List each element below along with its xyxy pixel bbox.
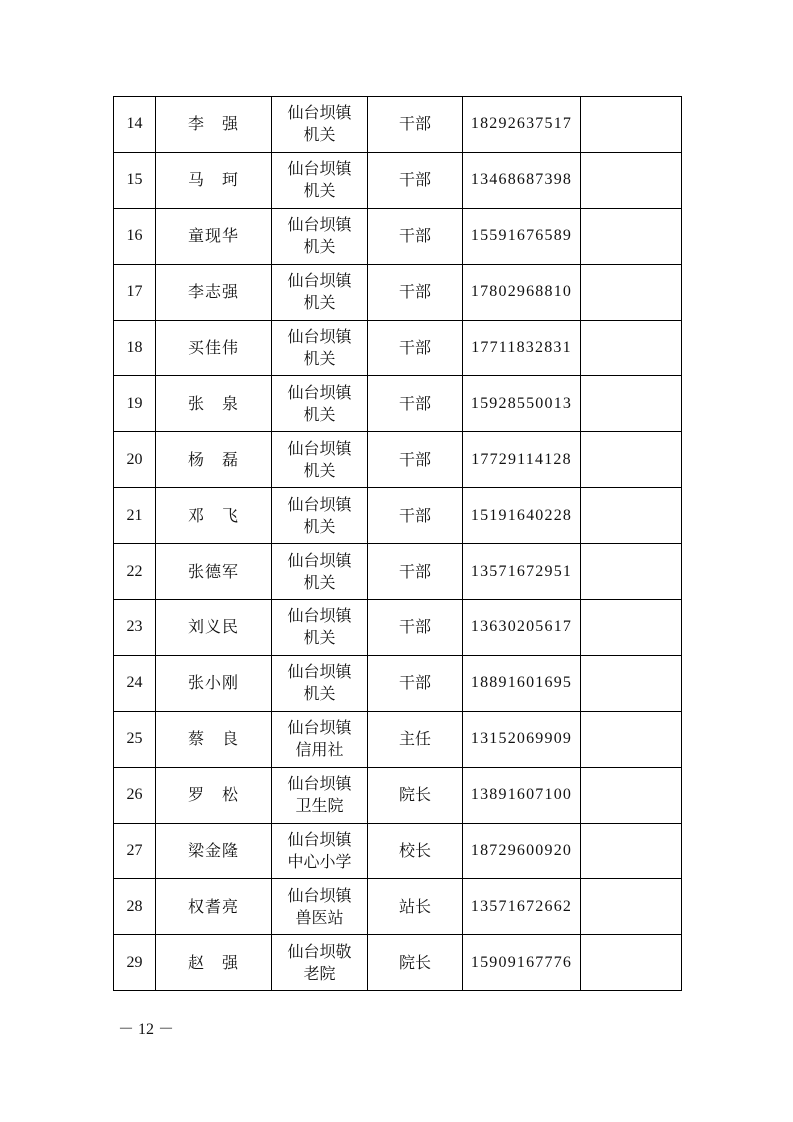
row-number-cell: 22 [114,544,156,600]
unit-line-2: 卫生院 [295,796,344,816]
unit-cell [272,152,368,208]
unit-cell [272,432,368,488]
unit-line-2: 机关 [303,181,336,201]
unit-cell [272,208,368,264]
row-number-cell: 14 [114,97,156,153]
note-cell [581,879,682,935]
position-cell: 干部 [368,655,463,711]
name-cell: 罗 松 [156,767,272,823]
note-cell [581,152,682,208]
note-cell [581,432,682,488]
unit-line-2: 兽医站 [295,907,344,927]
row-number-cell: 24 [114,655,156,711]
phone-cell: 13571672662 [463,879,581,935]
position-cell: 干部 [368,544,463,600]
unit-line-1: 仙台坝镇 [287,774,352,794]
phone-cell: 13891607100 [463,767,581,823]
unit-cell [272,711,368,767]
note-cell [581,600,682,656]
row-number-cell: 15 [114,152,156,208]
note-cell [581,767,682,823]
phone-cell: 15928550013 [463,376,581,432]
phone-cell: 13468687398 [463,152,581,208]
position-cell: 校长 [368,823,463,879]
unit-line-1: 仙台坝镇 [287,606,352,626]
unit-line-1: 仙台坝镇 [287,103,352,123]
row-number-cell: 27 [114,823,156,879]
unit-line-1: 仙台坝镇 [287,885,352,905]
note-cell [581,488,682,544]
unit-line-2: 机关 [303,349,336,368]
unit-cell [272,823,368,879]
unit-cell [272,935,368,991]
name-cell: 邓 飞 [156,488,272,544]
position-cell: 干部 [368,97,463,153]
unit-cell [272,655,368,711]
note-cell [581,97,682,153]
unit-line-2: 机关 [303,293,336,313]
unit-line-1: 仙台坝镇 [287,438,352,458]
unit-cell [272,320,368,376]
row-number-cell: 17 [114,264,156,320]
personnel-table [113,96,682,991]
unit-cell [272,376,368,432]
name-cell: 张 泉 [156,376,272,432]
phone-cell: 13152069909 [463,711,581,767]
note-cell [581,544,682,600]
unit-line-1: 仙台坝镇 [287,494,352,514]
unit-cell [272,488,368,544]
position-cell: 站长 [368,879,463,935]
name-cell: 马 珂 [156,152,272,208]
position-cell: 院长 [368,935,463,991]
unit-line-1: 仙台坝镇 [287,271,352,291]
row-number-cell: 19 [114,376,156,432]
position-cell: 干部 [368,264,463,320]
unit-cell [272,767,368,823]
name-cell: 李 强 [156,97,272,153]
table-row [114,711,682,767]
table-row [114,488,682,544]
row-number-cell: 21 [114,488,156,544]
phone-cell: 18891601695 [463,655,581,711]
unit-line-2: 机关 [303,404,336,424]
phone-cell: 13571672951 [463,544,581,600]
position-cell: 干部 [368,376,463,432]
unit-line-1: 仙台坝镇 [287,662,352,682]
note-cell [581,655,682,711]
table-body [114,97,682,991]
position-cell: 干部 [368,320,463,376]
phone-cell: 18292637517 [463,97,581,153]
unit-cell [272,97,368,153]
unit-line-1: 仙台坝镇 [287,830,352,850]
table-row [114,320,682,376]
unit-cell [272,544,368,600]
table-row [114,376,682,432]
table-row [114,432,682,488]
name-cell: 童现华 [156,208,272,264]
name-cell: 买佳伟 [156,320,272,376]
row-number-cell: 20 [114,432,156,488]
unit-line-1: 仙台坝镇 [287,382,352,402]
unit-line-2: 机关 [303,572,336,592]
name-cell: 张小刚 [156,655,272,711]
unit-line-2: 机关 [303,237,336,257]
unit-line-2: 老院 [303,963,336,983]
phone-cell: 15591676589 [463,208,581,264]
table-row [114,767,682,823]
unit-cell [272,879,368,935]
note-cell [581,376,682,432]
row-number-cell: 25 [114,711,156,767]
table-row [114,655,682,711]
note-cell [581,935,682,991]
position-cell: 干部 [368,488,463,544]
table-row [114,600,682,656]
unit-line-1: 仙台坝镇 [287,159,352,179]
name-cell: 张德军 [156,544,272,600]
name-cell: 李志强 [156,264,272,320]
table-row [114,152,682,208]
table-row [114,97,682,153]
phone-cell: 15191640228 [463,488,581,544]
note-cell [581,208,682,264]
position-cell: 主任 [368,711,463,767]
table-row [114,823,682,879]
table-row [114,208,682,264]
unit-line-1: 仙台坝镇 [287,215,352,235]
row-number-cell: 18 [114,320,156,376]
phone-cell: 17711832831 [463,320,581,376]
unit-cell [272,264,368,320]
row-number-cell: 23 [114,600,156,656]
table-row [114,264,682,320]
name-cell: 权耆亮 [156,879,272,935]
table-row [114,935,682,991]
unit-line-1: 仙台坝敬 [287,941,352,961]
phone-cell: 15909167776 [463,935,581,991]
phone-cell: 18729600920 [463,823,581,879]
name-cell: 蔡 良 [156,711,272,767]
note-cell [581,264,682,320]
row-number-cell: 16 [114,208,156,264]
name-cell: 梁金隆 [156,823,272,879]
position-cell: 干部 [368,600,463,656]
position-cell: 院长 [368,767,463,823]
unit-cell [272,600,368,656]
page-number: － 12 － [118,1021,175,1038]
row-number-cell: 29 [114,935,156,991]
phone-cell: 13630205617 [463,600,581,656]
table-row [114,544,682,600]
row-number-cell: 28 [114,879,156,935]
unit-line-2: 机关 [303,125,336,145]
unit-line-1: 仙台坝镇 [287,327,352,346]
unit-line-2: 机关 [303,628,336,648]
name-cell: 刘义民 [156,600,272,656]
unit-line-1: 仙台坝镇 [287,718,352,738]
unit-line-2: 机关 [303,516,336,536]
unit-line-2: 机关 [303,684,336,704]
position-cell: 干部 [368,152,463,208]
name-cell: 赵 强 [156,935,272,991]
phone-cell: 17802968810 [463,264,581,320]
table-row [114,879,682,935]
unit-line-2: 机关 [303,460,336,480]
note-cell [581,823,682,879]
unit-line-2: 中心小学 [287,852,352,872]
phone-cell: 17729114128 [463,432,581,488]
unit-line-2: 信用社 [295,740,344,760]
note-cell [581,711,682,767]
note-cell [581,320,682,376]
row-number-cell: 26 [114,767,156,823]
name-cell: 杨 磊 [156,432,272,488]
position-cell: 干部 [368,208,463,264]
unit-line-1: 仙台坝镇 [287,550,352,570]
position-cell: 干部 [368,432,463,488]
